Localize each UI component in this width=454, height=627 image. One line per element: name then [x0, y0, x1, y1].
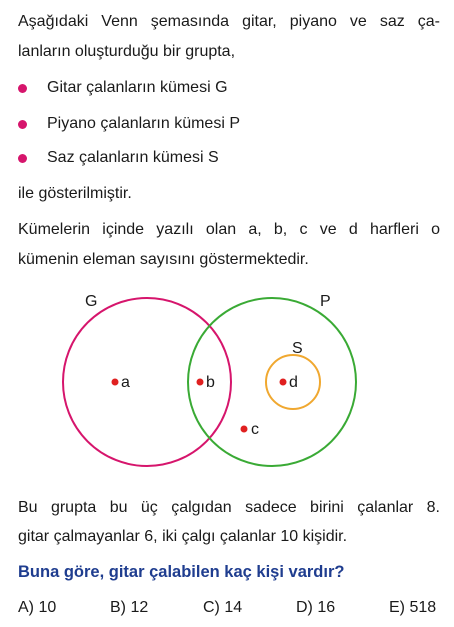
- element-c-point: [241, 426, 248, 433]
- element-a-point: [112, 379, 119, 386]
- element-c-label: c: [251, 421, 259, 438]
- element-b-point: [197, 379, 204, 386]
- after-bullets-text: ile gösterilmiştir.: [18, 185, 132, 202]
- choice-d[interactable]: D) 16: [296, 599, 336, 616]
- element-a-label: a: [121, 374, 130, 391]
- question-text: Buna göre, gitar çalabilen kaç kişi vardır?: [18, 563, 345, 581]
- bullet-text: Gitar çalanların kümesi G: [47, 79, 228, 96]
- intro-line-2: lanların oluşturduğu bir grupta,: [18, 43, 236, 60]
- element-d-point: [280, 379, 287, 386]
- set-g-label: G: [85, 293, 98, 310]
- element-d-label: d: [289, 374, 298, 391]
- bullet-text: Piyano çalanların kümesi P: [47, 115, 240, 132]
- explanation-line-2: kümenin eleman sayısını göstermektedir.: [18, 251, 309, 268]
- bullet-text: Saz çalanların kümesi S: [47, 149, 219, 166]
- choice-c[interactable]: C) 14: [203, 599, 243, 616]
- problem-line-2: gitar çalmayanlar 6, iki çalgı çalanlar 10 kişidir.: [18, 528, 348, 545]
- explanation-line-1: Kümelerin içinde yazılı olan a, b, c ve d harfleri o: [18, 221, 440, 238]
- element-b-label: b: [206, 374, 215, 391]
- choice-a[interactable]: A) 10: [18, 599, 57, 616]
- intro-line-1: Aşağıdaki Venn şemasında gitar, piyano ve saz ça-: [18, 13, 440, 30]
- set-p-label: P: [320, 293, 331, 310]
- problem-line-1: Bu grupta bu üç çalgıdan sadece birini çalanlar 8.: [18, 499, 440, 516]
- set-s-label: S: [292, 340, 303, 357]
- choice-e[interactable]: E) 518: [389, 599, 437, 616]
- choice-b[interactable]: B) 12: [110, 599, 149, 616]
